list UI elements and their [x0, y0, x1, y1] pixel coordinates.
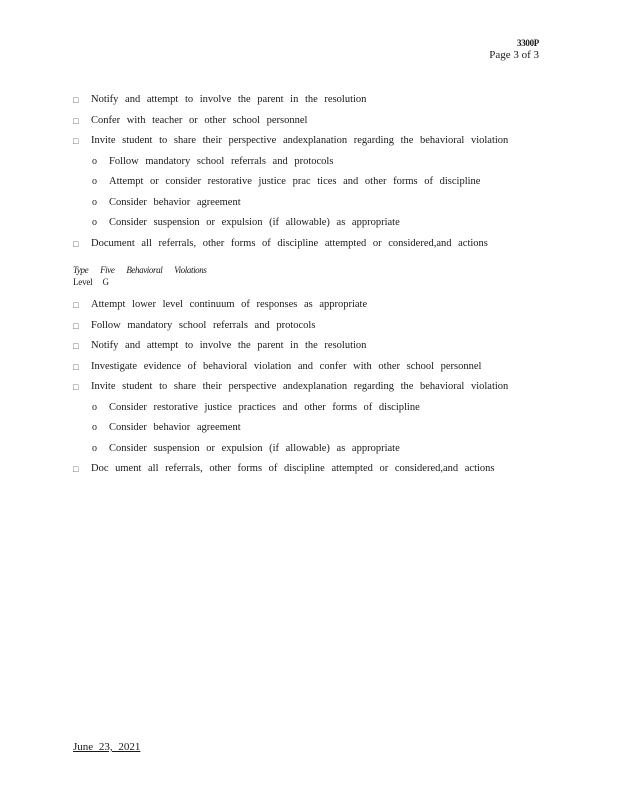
list-item-text: Doc ument all referrals, other forms of discipline attempted or considered,and actions	[91, 463, 495, 474]
list-item-text: Consider restorative justice practices and other forms of discipline	[109, 401, 420, 413]
list-item	[73, 336, 543, 357]
list-item-text: Follow mandatory school referrals and protocols	[91, 319, 316, 331]
procedure-list-a	[73, 90, 543, 254]
square-bullet-icon: □	[73, 95, 79, 105]
list-item	[73, 398, 543, 419]
list-item	[73, 316, 543, 337]
square-bullet-icon: □	[73, 238, 79, 249]
square-bullet-icon: □	[73, 136, 79, 146]
footer-date: June 23, 2021	[73, 741, 141, 753]
list-item-text: Confer with teacher or other school personnel	[91, 114, 308, 126]
violation-level: Level G	[73, 277, 109, 287]
list-item-text: Attempt lower level continuum of responses as appropriate	[91, 299, 368, 310]
list-item	[73, 152, 543, 173]
circle-bullet-icon: o	[92, 401, 97, 413]
circle-bullet-icon: o	[92, 442, 97, 454]
list-item	[73, 295, 543, 316]
square-bullet-icon: □	[73, 361, 79, 372]
list-item-text: Notify and attempt to involve the parent in the resolution	[91, 340, 367, 351]
page-header	[489, 38, 539, 62]
circle-bullet-icon: o	[92, 176, 97, 187]
circle-bullet-icon: o	[92, 422, 97, 433]
list-item	[73, 439, 543, 460]
list-item-text: Document all referrals, other forms of discipline attempted or considered,and actions	[91, 237, 488, 249]
list-item	[73, 234, 543, 255]
list-item	[73, 377, 543, 398]
list-item	[73, 357, 543, 378]
procedure-list-b	[73, 295, 543, 480]
square-bullet-icon: □	[73, 115, 79, 126]
list-item	[73, 111, 543, 132]
list-item-text: Consider behavior agreement	[109, 196, 241, 208]
list-item-text: Invite student to share their perspective andexplanation regarding the behavioral violation	[91, 381, 509, 392]
list-item	[73, 193, 543, 214]
list-item-text: Attempt or consider restorative justice prac tices and other forms of discipline	[109, 176, 481, 187]
square-bullet-icon: □	[73, 382, 79, 392]
circle-bullet-icon: o	[92, 155, 97, 167]
page-number: Page 3 of 3	[489, 49, 539, 61]
list-item-text: Invite student to share their perspective andexplanation regarding the behavioral violation	[91, 135, 509, 146]
list-item-text: Follow mandatory school referrals and protocols	[109, 155, 334, 167]
list-item-text: Consider behavior agreement	[109, 422, 241, 433]
list-item-text: Consider suspension or expulsion (if allowable) as appropriate	[109, 217, 400, 228]
square-bullet-icon: □	[73, 464, 79, 474]
square-bullet-icon: □	[73, 341, 79, 351]
violation-type-title: Type Five Behavioral Violations	[73, 265, 207, 275]
list-item-text: Consider suspension or expulsion (if allowable) as appropriate	[109, 442, 400, 454]
list-item	[73, 213, 543, 234]
list-item-text: Investigate evidence of behavioral violation and confer with other school personnel	[91, 360, 482, 372]
violation-type-heading	[73, 264, 207, 288]
list-item	[73, 418, 543, 439]
list-item	[73, 90, 543, 111]
list-item-text: Notify and attempt to involve the parent in the resolution	[91, 94, 367, 105]
list-item	[73, 459, 543, 480]
circle-bullet-icon: o	[92, 217, 97, 228]
circle-bullet-icon: o	[92, 196, 97, 208]
list-item	[73, 172, 543, 193]
square-bullet-icon: □	[73, 320, 79, 331]
list-item	[73, 131, 543, 152]
policy-number: 3300P	[517, 38, 539, 48]
square-bullet-icon: □	[73, 300, 79, 310]
